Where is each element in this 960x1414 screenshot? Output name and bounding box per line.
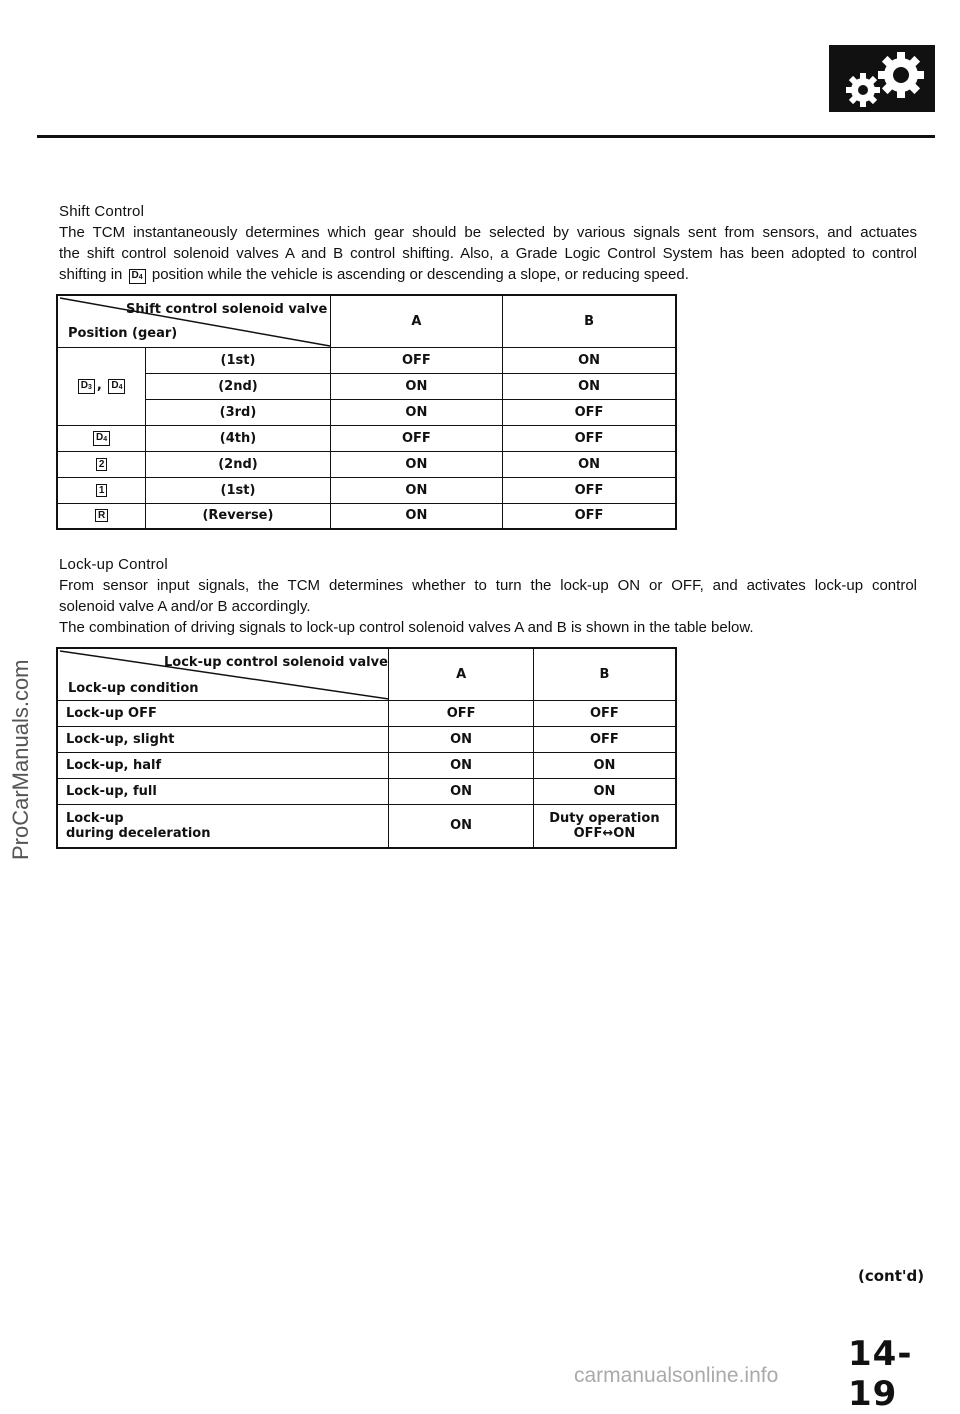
shift-table-pos-d3-d4 — [57, 347, 146, 425]
lockup-solenoid-table — [56, 647, 677, 849]
header-rule — [37, 135, 935, 138]
lockup-value-a: ON — [389, 726, 533, 752]
shift-table-pos-2 — [57, 451, 146, 477]
shift-gear: (3rd) — [146, 399, 331, 425]
position-r-box: R — [95, 509, 108, 522]
lockup-decel-line-1: Lock-up — [66, 810, 124, 826]
shift-table-corner — [57, 295, 330, 347]
shift-gear: (Reverse) — [146, 503, 331, 529]
shift-value-b: OFF — [503, 503, 676, 529]
shift-value-b: ON — [503, 451, 676, 477]
shift-table-pos-r — [57, 503, 146, 529]
lockup-condition: Lock-up, full — [57, 778, 389, 804]
shift-value-a: ON — [330, 503, 502, 529]
lockup-value-a: ON — [389, 778, 533, 804]
lockup-value-a: ON — [389, 752, 533, 778]
lockup-value-b: ON — [533, 778, 676, 804]
lockup-line-1: From sensor input signals, the TCM determines whether to turn the lock-up ON or OFF, and activates lock-up control — [59, 577, 917, 594]
shift-table-col-b: B — [503, 295, 676, 347]
shift-control-line-3-end: position while the vehicle is ascending or descending a slope, or reducing speed. — [151, 266, 689, 283]
shift-value-a: ON — [330, 451, 502, 477]
lockup-control-heading: Lock-up Control — [59, 556, 168, 573]
shift-table-col-a: A — [330, 295, 502, 347]
lockup-table-col-b: B — [533, 648, 676, 700]
duty-operation-label: Duty operation — [549, 810, 660, 826]
d3-position-box: $D_3$ — [78, 379, 95, 394]
lockup-value-b: OFF — [533, 700, 676, 726]
shift-control-paragraph — [59, 222, 917, 285]
shift-value-b: OFF — [503, 425, 676, 451]
shift-control-line-3-start: shifting in — [59, 266, 123, 283]
lockup-value-b-duty — [533, 804, 676, 848]
lockup-table-corner-top: Lock-up control solenoid valve — [164, 655, 388, 670]
lockup-condition: Lock-up OFF — [57, 700, 389, 726]
lockup-value-a: ON — [389, 804, 533, 848]
shift-value-b: OFF — [503, 399, 676, 425]
lockup-decel-line-2: during deceleration — [66, 825, 211, 841]
watermark-text: ProCarManuals.com — [8, 659, 33, 860]
shift-gear: (2nd) — [146, 373, 331, 399]
shift-value-a: ON — [330, 477, 502, 503]
lockup-table-corner-bottom: Lock-up condition — [68, 681, 199, 696]
d4-position-box: $D_4$ — [93, 431, 110, 446]
continued-label: (cont'd) — [858, 1267, 925, 1285]
shift-value-b: ON — [503, 347, 676, 373]
shift-value-a: OFF — [330, 347, 502, 373]
position-2-box: 2 — [96, 458, 108, 471]
lockup-table-col-a: A — [389, 648, 533, 700]
footer-watermark: carmanualsonline.info — [574, 1364, 779, 1387]
shift-gear: (4th) — [146, 425, 331, 451]
shift-value-a: ON — [330, 399, 502, 425]
shift-solenoid-table — [56, 294, 677, 530]
lockup-line-2: solenoid valve A and/or B accordingly. — [59, 598, 311, 615]
lockup-condition-deceleration — [57, 804, 389, 848]
shift-control-line-2: the shift control solenoid valves A and B control shifting. Also, a Grade Logic Control System has been adopted to control — [59, 245, 917, 262]
shift-table-corner-bottom: Position (gear) — [68, 326, 178, 341]
position-1-box: 1 — [96, 484, 108, 497]
lockup-value-b: OFF — [533, 726, 676, 752]
shift-table-corner-top: Shift control solenoid valve — [126, 302, 328, 317]
lockup-line-3: The combination of driving signals to lock-up control solenoid valves A and B is shown in the table below. — [59, 619, 754, 636]
shift-gear: (2nd) — [146, 451, 331, 477]
shift-value-a: ON — [330, 373, 502, 399]
shift-gear: (1st) — [146, 347, 331, 373]
shift-control-line-3 — [59, 264, 917, 285]
d4-position-box: $D_4$ — [108, 379, 125, 394]
lockup-condition: Lock-up, half — [57, 752, 389, 778]
shift-value-b: ON — [503, 373, 676, 399]
shift-value-a: OFF — [330, 425, 502, 451]
shift-control-line-1: The TCM instantaneously determines which gear should be selected by various signals sent from sensors, and actuates — [59, 224, 917, 241]
shift-table-pos-1 — [57, 477, 146, 503]
lockup-value-b: ON — [533, 752, 676, 778]
lockup-value-a: OFF — [389, 700, 533, 726]
page-number: 14-19 — [848, 1334, 913, 1414]
lockup-table-corner — [57, 648, 389, 700]
gears-icon — [829, 45, 935, 112]
lockup-condition: Lock-up, slight — [57, 726, 389, 752]
position-comma: , — [96, 378, 102, 393]
lockup-control-paragraph — [59, 575, 917, 638]
duty-operation-range: OFF↔ON — [573, 825, 636, 841]
shift-value-b: OFF — [503, 477, 676, 503]
shift-gear: (1st) — [146, 477, 331, 503]
d4-position-box: $D_4$ — [129, 269, 146, 284]
shift-control-heading: Shift Control — [59, 203, 145, 220]
shift-table-pos-d4 — [57, 425, 146, 451]
